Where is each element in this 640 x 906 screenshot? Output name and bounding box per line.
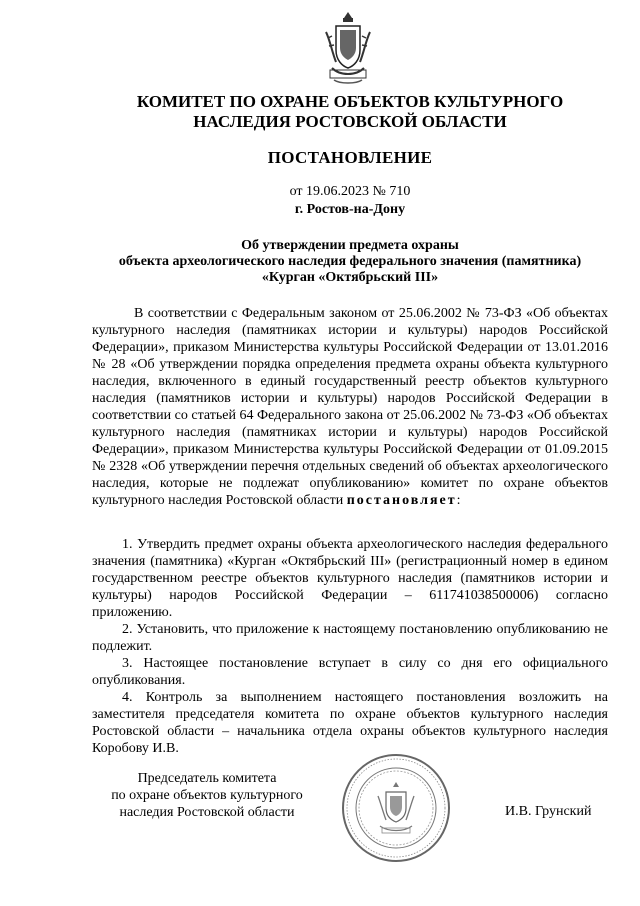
preamble-paragraph <box>92 305 608 509</box>
organization-name <box>60 92 640 132</box>
resolution-item: 2. Установить, что приложение к настоящему постановлению опубликованию не подлежит. <box>92 622 608 654</box>
subject-line3: «Курган «Октябрьский III» <box>261 270 439 285</box>
resolution-item: 4. Контроль за выполнением настоящего постановления возложить на заместителя председателя комитета по охране объектов культурного наследия Ростовской области – начальника отдела охраны объектов культурного наследия Коробову И.В. <box>92 690 608 756</box>
preamble-end: : <box>456 493 461 508</box>
organization-name-line2: НАСЛЕДИЯ РОСТОВСКОЙ ОБЛАСТИ <box>193 112 507 131</box>
signatory-title-line1: Председатель комитета <box>137 771 277 786</box>
signatory-title <box>92 770 322 821</box>
document-type: ПОСТАНОВЛЕНИЕ <box>267 148 433 167</box>
resolution-items <box>92 536 608 757</box>
document-subject <box>60 238 640 286</box>
resolves-word: постановляет <box>346 493 457 508</box>
subject-line1: Об утверждении предмета охраны <box>241 238 459 253</box>
resolution-item: 3. Настоящее постановление вступает в силу со дня его официального опубликования. <box>92 656 608 688</box>
document-city: г. Ростов-на-Дону <box>294 202 406 217</box>
signatory-title-line2: по охране объектов культурного <box>111 788 303 803</box>
coat-of-arms-icon <box>322 8 374 88</box>
subject-line2: объекта археологического наследия федерального значения (памятника) <box>118 254 582 269</box>
document-date-number: от 19.06.2023 № 710 <box>289 184 411 199</box>
official-seal-icon <box>340 752 452 864</box>
signatory-name: И.В. Грунский <box>505 804 592 819</box>
signatory-title-line3: наследия Ростовской области <box>119 805 295 820</box>
resolution-item: 1. Утвердить предмет охраны объекта археологического наследия федерального значения (памятника) «Курган «Октябрьский III» (регистрационный номер в едином государственном реестре объектов культурного наследия (памятников истории и культуры) народов Российской Федерации – 611741038500006) согласно приложению. <box>92 537 608 620</box>
preamble-text: В соответствии с Федеральным законом от 25.06.2002 № 73-ФЗ «Об объектах культурного наследия (памятниках истории и культуры) народов Российской Федерации», приказом Министерства культуры Российской Федерации от 13.01.2016 № 28 «Об утверждении порядка определения предмета охраны объекта культурного наследия, включенного в единый государственный реестр объектов культурного наследия (памятников истории и культуры) народов Российской Федерации в соответствии со статьей 64 Федерального закона от 25.06.2002 № 73-ФЗ «Об объектах культурного наследия (памятниках истории и культуры) народов Российской Федерации», приказом Министерства культуры Российской Федерации от 01.09.2015 № 2328 «Об утверждении перечня отдельных сведений об объектах археологического наследия, которые не подлежат опубликованию» комитет по охране объектов культурного наследия Ростовской области <box>92 306 608 508</box>
organization-name-line1: КОМИТЕТ ПО ОХРАНЕ ОБЪЕКТОВ КУЛЬТУРНОГО <box>136 92 564 111</box>
